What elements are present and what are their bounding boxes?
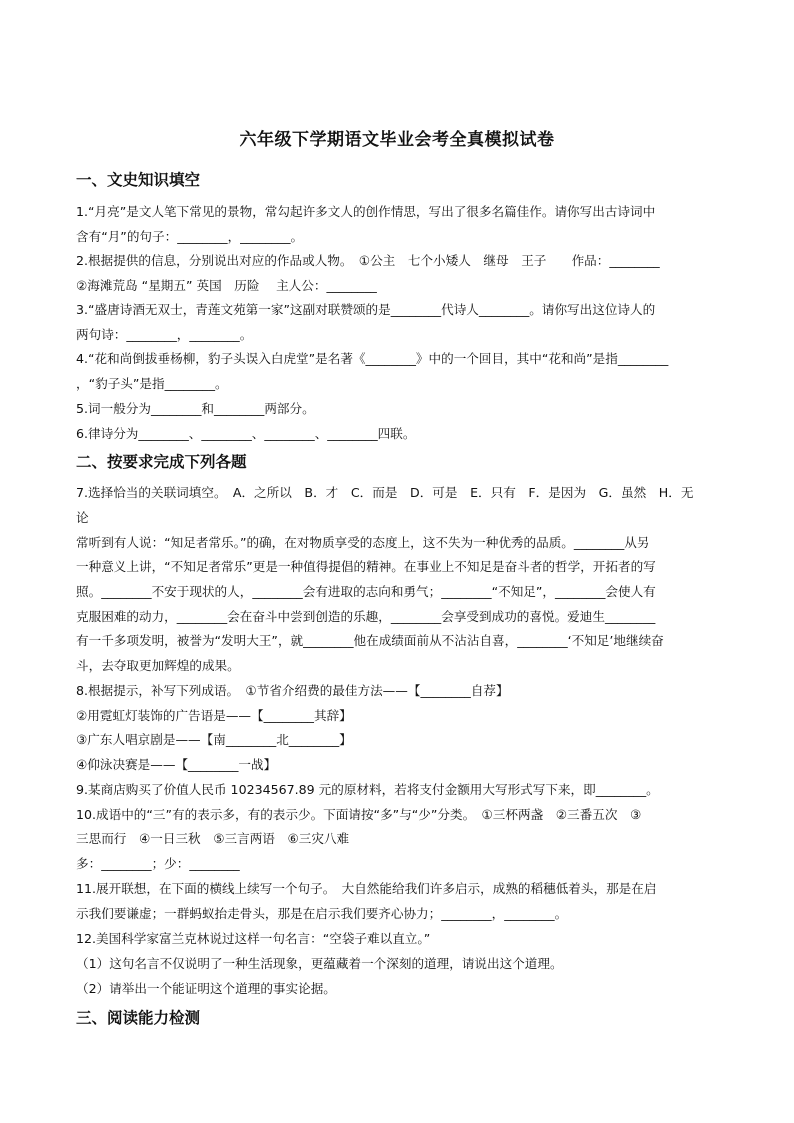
question-line: （1）这句名言不仅说明了一种生活现象，更蕴藏着一个深刻的道理，请说出这个道理。 (76, 956, 563, 971)
question-line: ，“豹子头”是指________。 (76, 376, 228, 391)
question-line: 1.“月亮”是文人笔下常见的景物，常勾起许多文人的创作情思，写出了很多名篇佳作。请你写出古诗词中 (76, 204, 656, 219)
question-line: 三思而行 ④一日三秋 ⑤三言两语 ⑥三灾八难 (76, 831, 350, 846)
section-heading-reading: 三、阅读能力检测 (76, 1009, 201, 1027)
question-line: 10.成语中的“三”有的表示多，有的表示少。下面请按“多”与“少”分类。 ①三杯两盏 ②三番五次 ③ (76, 807, 642, 822)
question-line: 克服困难的动力，________会在奋斗中尝到创造的乐趣，________会享受到成功的喜悦。爱迪生________ (76, 609, 656, 624)
question-line: 3.“盛唐诗酒无双士，青莲文苑第一家”这副对联赞颂的是________代诗人________。请你写出这位诗人的 (76, 302, 656, 317)
question-line: 11.展开联想，在下面的横线上续写一个句子。 大自然能给我们许多启示，成熟的稻穗低着头，那是在启 (76, 881, 657, 896)
question-line: 有一千多项发明，被誉为“发明大王”，就________他在成绩面前从不沾沾自喜，________‘不知足’地继续奋 (76, 633, 664, 648)
question-line: ②海滩荒岛 “星期五” 英国 历险 主人公：________ (76, 278, 377, 293)
question-line: （2）请举出一个能证明这个道理的事实论据。 (76, 981, 336, 996)
question-line: 两句诗：________，________。 (76, 327, 253, 342)
question-line: 6.律诗分为________、________、________、________四联。 (76, 426, 416, 441)
question-line: 多：________；少：________ (76, 856, 240, 871)
question-line: 示我们要谦虚；一群蚂蚁抬走骨头，那是在启示我们要齐心协力；________，________。 (76, 906, 568, 921)
question-line: ④仰泳决赛是——【________一战】 (76, 757, 277, 772)
question-line: 8.根据提示，补写下列成语。 ①节省介绍费的最佳方法——【________自荐】 (76, 683, 509, 698)
question-line: 4.“花和尚倒拔垂杨柳，豹子头误入白虎堂”是名著《________》中的一个回目，其中“花和尚”是指________ (76, 351, 669, 366)
question-line: 论 (76, 510, 89, 525)
question-line: 2.根据提供的信息，分别说出对应的作品或人物。 ①公主 七个小矮人 继母 王子 作品：________ (76, 253, 660, 268)
page-title: 六年级下学期语文毕业会考全真模拟试卷 (239, 130, 555, 150)
question-line: 7.选择恰当的关联词填空。 A．之所以 B．才 C．而是 D．可是 E．只有 F．是因为 G．虽然 H．无 (76, 485, 694, 500)
question-line: 12.美国科学家富兰克林说过这样一句名言：“空袋子难以直立。” (76, 931, 431, 946)
question-line: 一种意义上讲，“不知足者常乐”更是一种值得提倡的精神。在事业上不知足是奋斗者的哲学，开拓者的写 (76, 559, 656, 574)
question-line: 常听到有人说：“知足者常乐。”的确，在对物质享受的态度上，这不失为一种优秀的品质。________从另 (76, 535, 650, 550)
question-line: ②用霓虹灯装饰的广告语是——【________其辞】 (76, 708, 352, 723)
question-line: 5.词一般分为________和________两部分。 (76, 401, 315, 416)
section-heading-literature: 一、文史知识填空 (76, 171, 201, 189)
question-line: 9.某商店购买了价值人民币 10234567.89 元的原材料，若将支付金额用大写形式写下来，即________。 (76, 782, 659, 797)
question-line: 照。________不安于现状的人，________会有进取的志向和勇气；________“不知足”，________会使人有 (76, 584, 656, 599)
question-line: 斗，去夺取更加辉煌的成果。 (76, 658, 240, 673)
question-line: 含有“月”的句子：________，________。 (76, 229, 304, 244)
question-line: ③广东人唱京剧是——【南________北________】 (76, 732, 352, 747)
section-heading-tasks: 二、按要求完成下列各题 (76, 453, 247, 471)
